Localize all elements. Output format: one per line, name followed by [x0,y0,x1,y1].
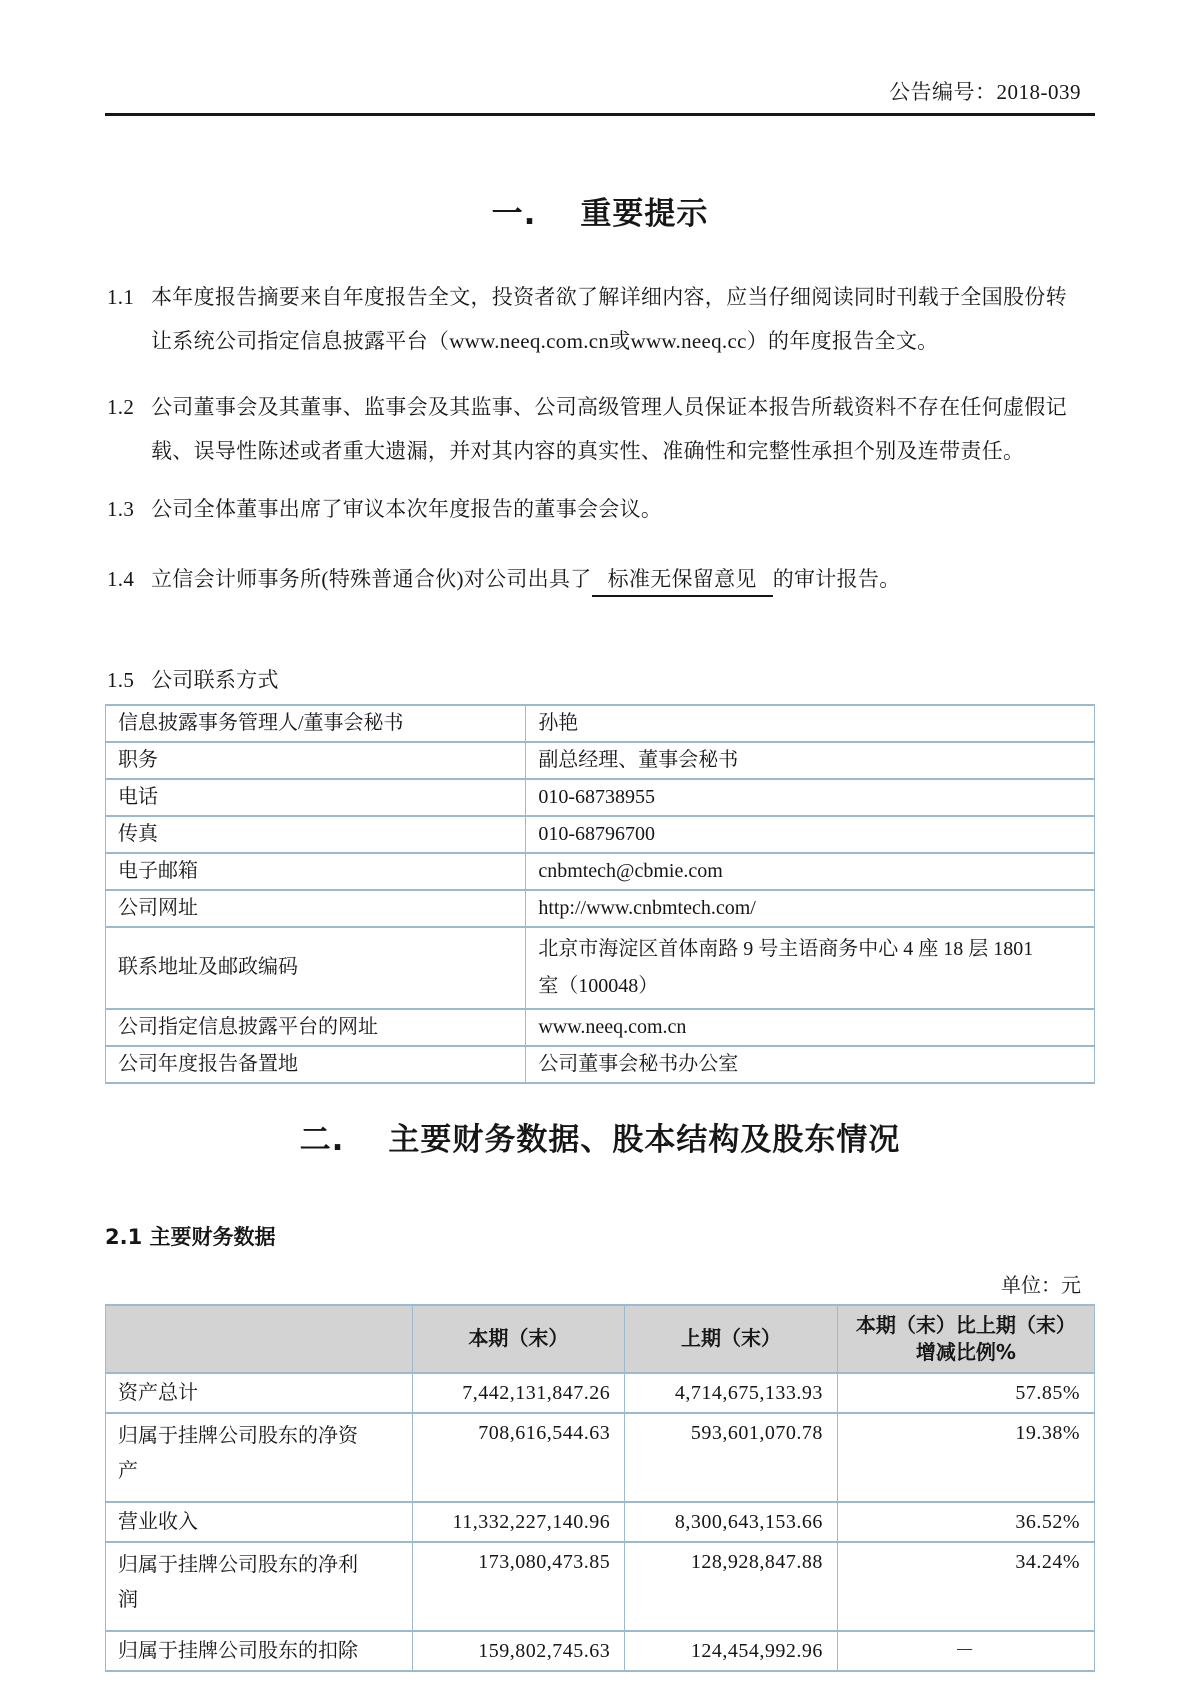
cell-change-value: 36.52% [837,1502,1094,1542]
label-line: 产 [118,1459,138,1482]
cell-value: 010-68738955 [526,779,1095,816]
cell-label: 信息披露事务管理人/董事会秘书 [106,705,526,742]
clause-line: 公司董事会及其董事、监事会及其监事、公司高级管理人员保证本报告所载资料不存在任何虚假记 [151,395,1067,420]
contact-table [105,704,1095,1084]
section2-number: 二. [299,1121,345,1158]
header-change-line: 本期（末）比上期（末） [855,1312,1076,1337]
financial-row-deducted-profit [106,1631,1095,1671]
cell-value: 副总经理、董事会秘书 [526,742,1095,779]
clause-line: 载、误导性陈述或者重大遗漏，并对其内容的真实性、准确性和完整性承担个别及连带责任。 [151,439,1025,464]
clause-1-3 [105,487,1095,531]
cell-label [106,1542,413,1631]
financial-table [105,1304,1095,1672]
section2-title [105,1114,1095,1159]
contact-row-report-location [106,1046,1095,1083]
cell-label: 联系地址及邮政编码 [106,927,526,1009]
clause-number: 1.4 [107,567,135,592]
cell-current-value: 708,616,544.63 [412,1413,625,1502]
cell-change-value: 19.38% [837,1413,1094,1502]
audit-text-pre: 立信会计师事务所(特殊普通合伙)对公司出具了 [151,567,592,592]
cell-change-value: 57.85% [837,1373,1094,1413]
unit-label: 单位：元 [1001,1274,1081,1297]
label-line: 归属于挂牌公司股东的净利 [118,1553,358,1576]
header-change-line: 增减比例% [915,1339,1016,1364]
clause-1-2 [105,385,1095,473]
cell-label: 公司指定信息披露平台的网址 [106,1009,526,1046]
address-line: 北京市海淀区首体南路 9 号主语商务中心 4 座 18 层 1801 [538,937,1034,960]
contact-row-email [106,853,1095,890]
cell-label: 公司年度报告备置地 [106,1046,526,1083]
clause-line: 公司联系方式 [151,667,279,692]
cell-current-value: 7,442,131,847.26 [412,1373,625,1413]
contact-row-phone [106,779,1095,816]
cell-previous-value: 593,601,070.78 [625,1413,838,1502]
clause-line: 本年度报告摘要来自年度报告全文，投资者欲了解详细内容，应当仔细阅读同时刊载于全国股份转 [151,285,1067,309]
cell-current-value: 173,080,473.85 [412,1542,625,1631]
clause-line: 公司全体董事出席了审议本次年度报告的董事会会议。 [151,497,663,522]
cell-previous-value: 4,714,675,133.93 [625,1373,838,1413]
cell-previous-value: 8,300,643,153.66 [625,1502,838,1542]
cell-label: 归属于挂牌公司股东的扣除 [106,1631,413,1671]
financial-header-row [106,1305,1095,1373]
contact-row-disclosure-manager [106,705,1095,742]
contact-row-fax [106,816,1095,853]
clause-number: 1.3 [107,497,135,522]
cell-label: 传真 [106,816,526,853]
audit-text-post: 的审计报告。 [772,567,901,592]
clause-1-4 [105,557,1095,601]
financial-row-total-assets [106,1373,1095,1413]
cell-change-value: － [837,1631,1094,1671]
cell-label: 电话 [106,779,526,816]
cell-label: 公司网址 [106,890,526,927]
cell-current-value: 11,332,227,140.96 [412,1502,625,1542]
header-rule [105,113,1095,116]
clause-number: 1.1 [107,285,135,309]
cell-value: 公司董事会秘书办公室 [526,1046,1095,1083]
cell-label: 职务 [106,742,526,779]
section1-title-text: 重要提示 [580,196,709,232]
address-line: 室（100048） [538,974,659,997]
cell-value: 010-68796700 [526,816,1095,853]
label-line: 归属于挂牌公司股东的净资 [118,1424,358,1447]
contact-row-address [106,927,1095,1009]
cell-current-value: 159,802,745.63 [412,1631,625,1671]
header-cell-current: 本期（末） [412,1305,625,1373]
cell-value: cnbmtech@cbmie.com [526,853,1095,890]
audit-opinion-underlined: 标准无保留意见 [592,566,773,596]
cell-change-value: 34.24% [837,1542,1094,1631]
header-cell-blank [106,1305,413,1373]
section1-paragraphs [105,275,1095,702]
cell-value: http://www.cnbmtech.com/ [526,890,1095,927]
header-cell-previous: 上期（末） [625,1305,838,1373]
cell-label: 资产总计 [106,1373,413,1413]
cell-previous-value: 128,928,847.88 [625,1542,838,1631]
contact-row-website [106,890,1095,927]
cell-label [106,1413,413,1502]
section1-title [105,188,1095,233]
cell-previous-value: 124,454,992.96 [625,1631,838,1671]
clause-line [151,557,1095,601]
sub-heading-2-1: 2.1 主要财务数据 [105,1224,276,1249]
clause-1-5 [105,658,1095,702]
section2-title-text: 主要财务数据、股本结构及股东情况 [388,1121,901,1158]
header-cell-change [837,1305,1094,1373]
contact-row-disclosure-platform [106,1009,1095,1046]
label-line: 润 [118,1588,138,1611]
cell-value: www.neeq.com.cn [526,1009,1095,1046]
financial-row-net-assets [106,1413,1095,1502]
cell-label: 电子邮箱 [106,853,526,890]
clause-number: 1.2 [107,395,135,420]
cell-value [526,927,1095,1009]
clause-number: 1.5 [107,667,135,692]
contact-row-position [106,742,1095,779]
financial-row-revenue [106,1502,1095,1542]
clause-1-1 [105,275,1095,363]
financial-row-net-profit [106,1542,1095,1631]
cell-value: 孙艳 [526,705,1095,742]
section1-number: 一. [491,196,537,232]
notice-number: 公告编号：2018-039 [889,80,1081,104]
cell-label: 营业收入 [106,1502,413,1542]
clause-line: 让系统公司指定信息披露平台（www.neeq.com.cn或www.neeq.cc）的年度报告全文。 [151,329,939,354]
